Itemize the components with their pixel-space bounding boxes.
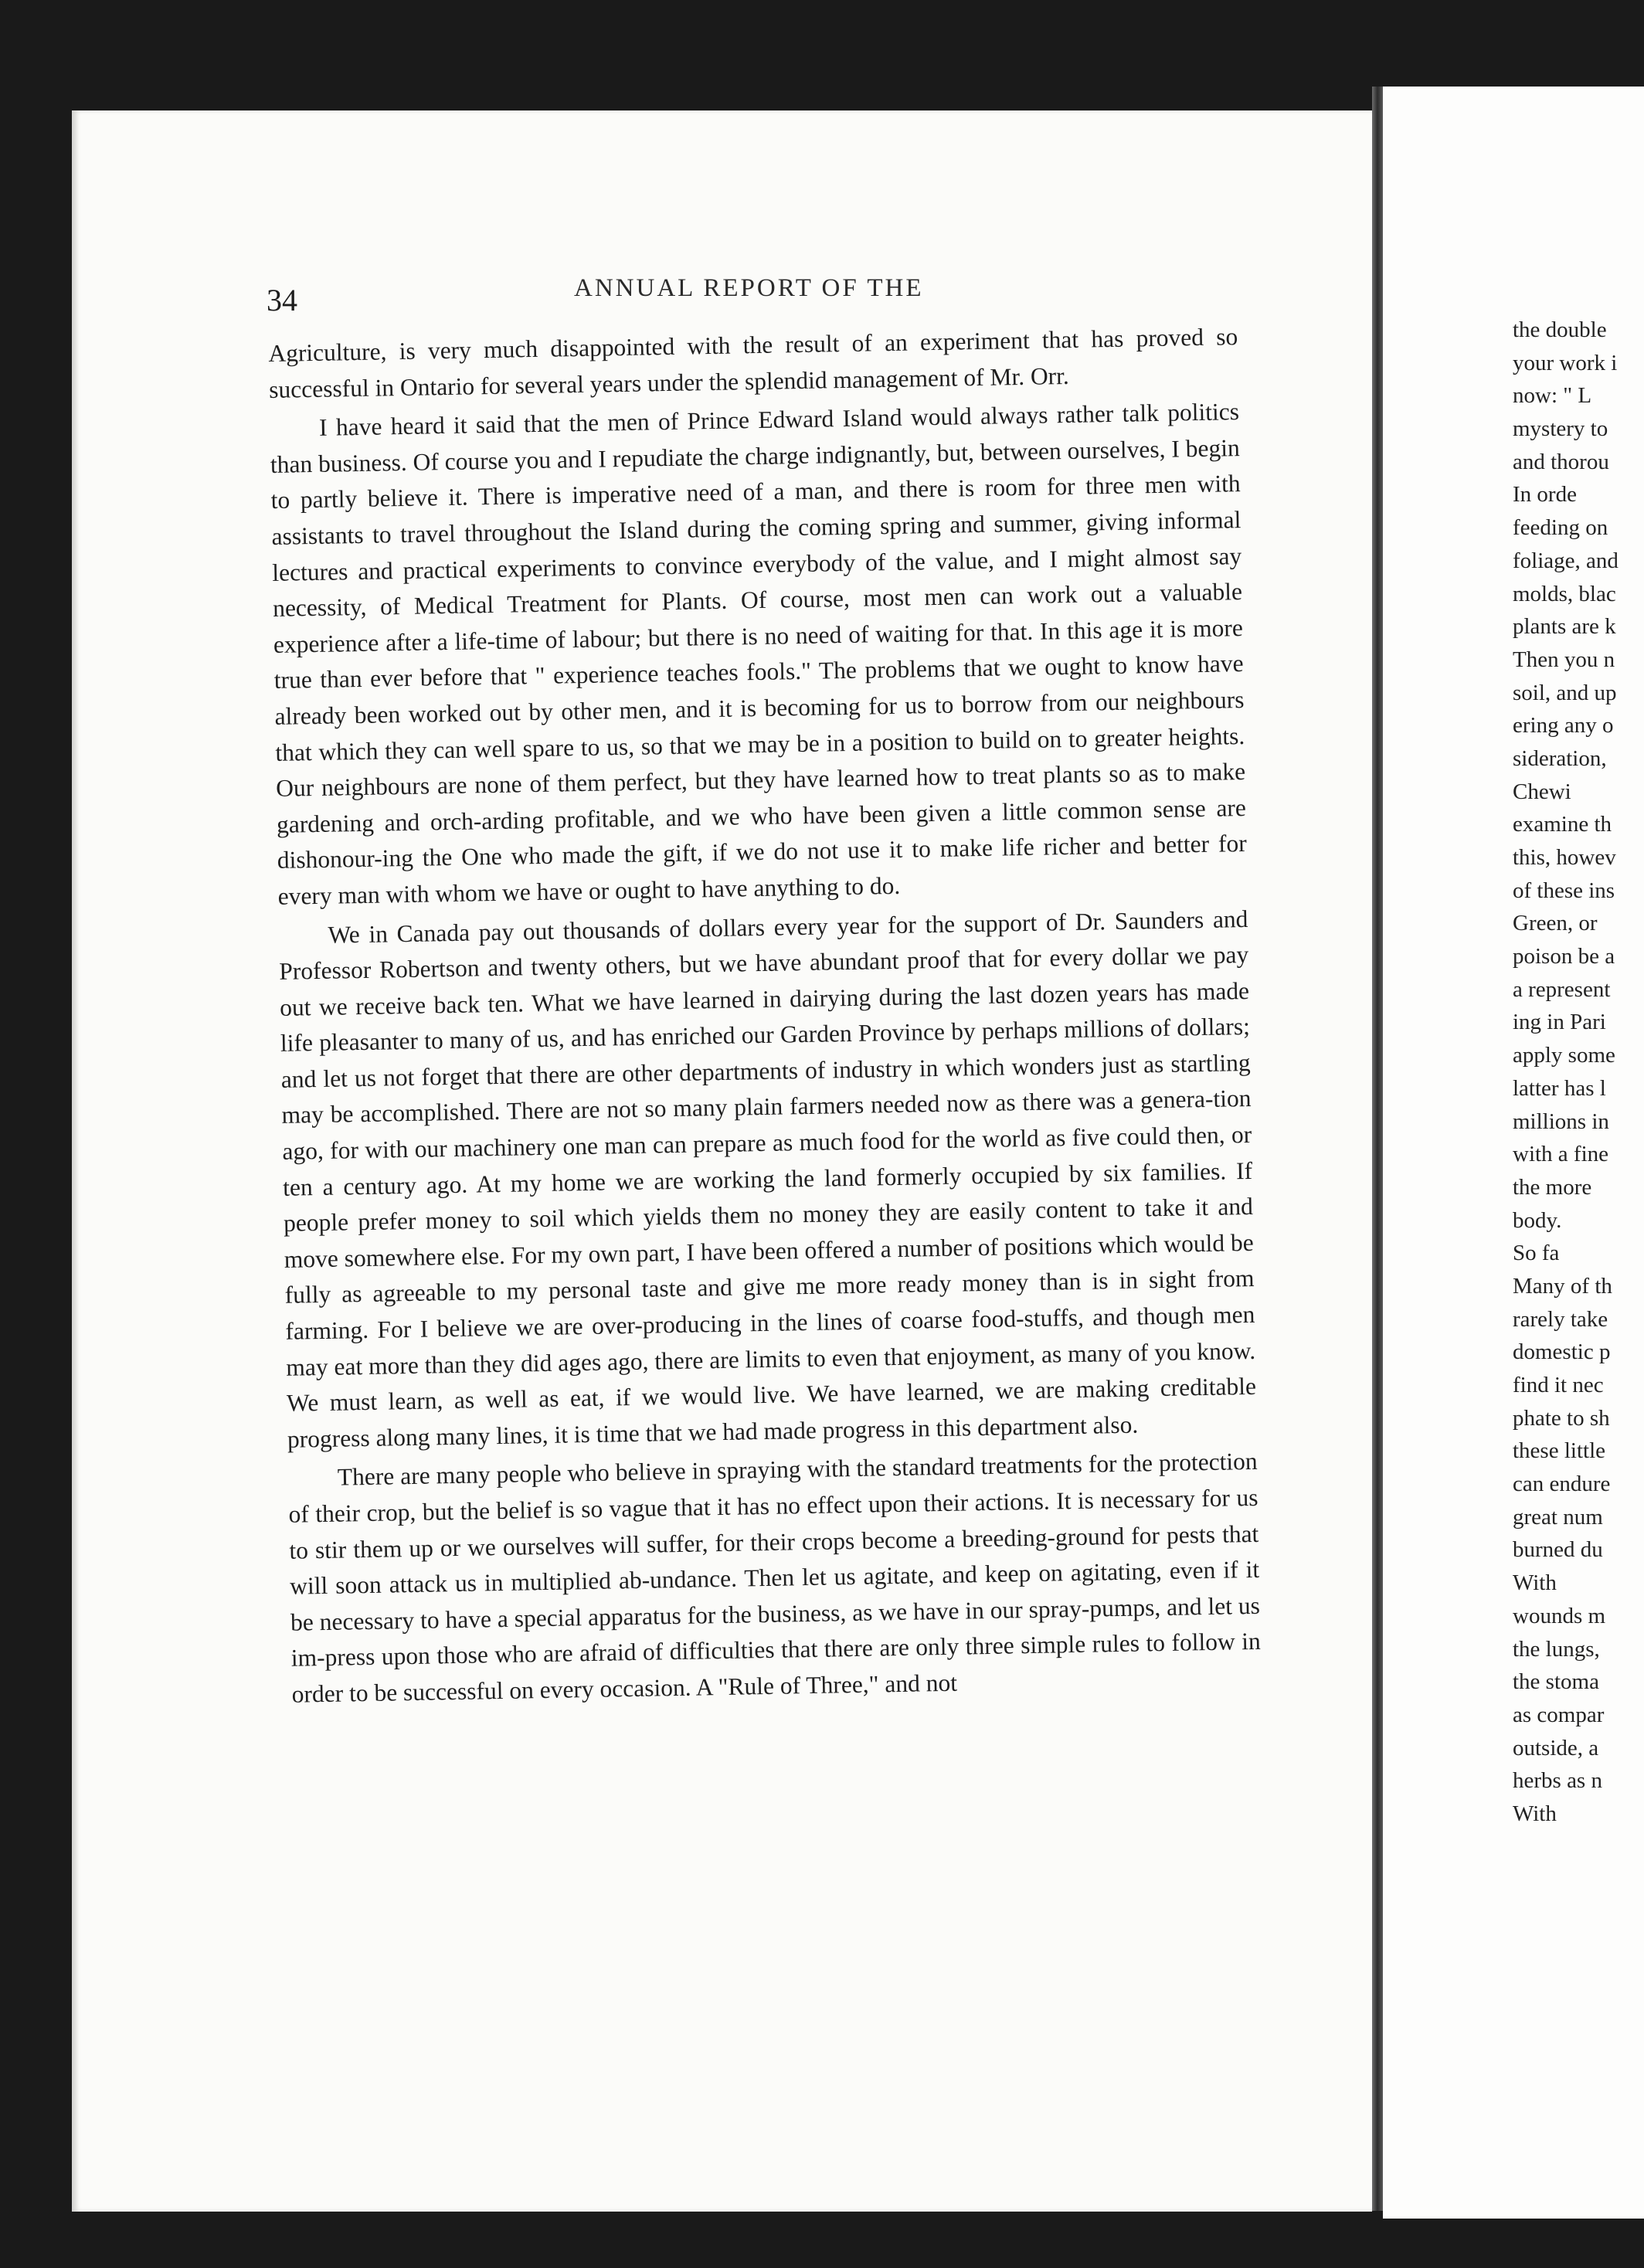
right-page-line: rarely take	[1513, 1306, 1608, 1332]
right-page-line: Many of th	[1513, 1273, 1612, 1299]
right-page-line: the stoma	[1513, 1669, 1599, 1695]
right-page-line: the more	[1513, 1174, 1592, 1200]
right-page-line: wounds m	[1513, 1603, 1606, 1628]
right-page-line: this, howev	[1513, 845, 1616, 870]
page-number: 34	[267, 283, 297, 317]
right-page-line: Green, or	[1513, 911, 1598, 936]
right-page-line: Then you n	[1513, 647, 1615, 672]
running-head: ANNUAL REPORT OF THE	[574, 274, 924, 302]
paragraph: We in Canada pay out thousands of dollars every year for the support of Dr. Saunders and Professor Robertson and twenty others, but we have abundant proof that for every dollar we pay out we receive back ten. What we have learned in dairying during the last dozen years has made life pleasanter to many of us, and has enriched our Garden Province by perhaps millions of dollars; and let us not forget that there are other departments of industry in which wonders just as startling may be accomplished. There are not so many plain farmers needed now as there was a genera-tion ago, for with our machinery one man can prepare as much food for the world as five could then, or ten a century ago. At my home we are working the land formerly occupied by six families. If people prefer money to soil which yields them no money they are easily content to take it and move somewhere else. For my own part, I have been offered a number of positions which would be fully as agreeable to my personal taste and give me more ready money than is in sight from farming. For I believe we are over-producing in the lines of coarse food-stuffs, and though men may eat more than they did ages ago, there are limits to even that enjoyment, as many of you know. We must learn, as well as eat, if we would live. We have learned, we are making creditable progress along many lines, it is time that we had made progress in this department also.	[279, 905, 1257, 1453]
right-page-line: these little	[1513, 1438, 1605, 1464]
paragraph: I have heard it said that the men of Prince Edward Island would always rather talk politics than business. Of course you and I repudiate the charge indignantly, but, between ourselves, I begin to partly believe it. There is imperative need of a man, and there is room for three men with assistants to travel throughout the Island during the coming spring and summer, giving informal lectures and practical experiments to convince everybody of the value, and I might almost say necessity, of Medical Treatment for Plants. Of course, most men can work out a valuable experience after a life-time of labour; but there is no need of waiting for that. In this age it is more true than ever before that " experience teaches fools." The problems that we ought to know have already been worked out by other men, and it is becoming for us to borrow from our neighbours that which they can well spare to us, so that we may be in a position to build on to greater heights. Our neighbours are none of them perfect, but they have learned how to treat plants so as to make gardening and orch-arding profitable, and we who have been given a little common sense are dishonour-ing the One who made the gift, if we do not use it to make life richer and better for every man with whom we have or ought to have anything to do.	[270, 398, 1247, 910]
right-page-line: examine th	[1513, 812, 1612, 837]
right-page-line: phate to sh	[1513, 1405, 1610, 1431]
right-page-line: foliage, and	[1513, 548, 1619, 573]
right-page-line: domestic p	[1513, 1339, 1611, 1365]
paragraph: There are many people who believe in spraying with the standard treatments for the protection of their crop, but the belief is so vague that it has no effect upon their actions. It is necessary for us to stir them up or we ourselves will suffer, for their crops become a breeding-ground for pests that will soon attack us in multiplied ab-undance. Then let us agitate, and keep on agitating, even if it be necessary to have a special apparatus for the business, as we have in our spray-pumps, and let us im-press upon those who are afraid of difficulties that there are only three simple rules to follow in order to be successful on every occasion. A "Rule of Three," and not	[288, 1448, 1261, 1708]
right-page-line: plants are k	[1513, 614, 1616, 640]
page-gutter	[1372, 87, 1383, 2211]
body-text	[268, 319, 1262, 1716]
right-page-line: the double	[1513, 317, 1607, 342]
right-page-line: now: " L	[1513, 383, 1592, 409]
right-page-line: find it nec	[1513, 1373, 1604, 1397]
right-page-line: can endure	[1513, 1472, 1611, 1497]
right-page-line: outside, a	[1513, 1735, 1599, 1760]
right-page-line: millions in	[1513, 1109, 1609, 1134]
right-page-line: Chewi	[1513, 779, 1571, 804]
right-page-line: your work i	[1513, 350, 1618, 375]
right-page-line: as compar	[1513, 1702, 1605, 1727]
right-page-line: latter has l	[1513, 1075, 1606, 1101]
right-page-line: With	[1513, 1801, 1557, 1826]
right-page-line: molds, blac	[1513, 581, 1616, 606]
right-page	[1383, 87, 1644, 2219]
right-page-line: a represent	[1513, 976, 1611, 1002]
paragraph: Agriculture, is very much disappointed with the result of an experiment that has proved so successful in Ontario for several years under the splendid management of Mr. Orr.	[268, 323, 1238, 403]
right-page-line: soil, and up	[1513, 680, 1617, 705]
right-page-line: and thorou	[1513, 449, 1609, 474]
right-page-line: mystery to	[1513, 416, 1608, 442]
right-page-line: burned du	[1513, 1537, 1603, 1563]
right-page-line: ing in Pari	[1513, 1010, 1606, 1035]
right-page-line: So fa	[1513, 1241, 1560, 1266]
right-page-line: herbs as n	[1513, 1768, 1602, 1794]
right-page-line: body.	[1513, 1207, 1562, 1233]
right-page-line: poison be a	[1513, 944, 1615, 969]
right-page-line: In orde	[1513, 482, 1577, 508]
right-page-line: sideration,	[1513, 745, 1607, 771]
right-page-line: With	[1513, 1570, 1557, 1596]
right-page-line: the lungs,	[1513, 1636, 1600, 1662]
right-page-line: with a fine	[1513, 1142, 1609, 1167]
right-page-line: of these ins	[1513, 878, 1615, 903]
right-page-line: great num	[1513, 1504, 1603, 1530]
right-page-line: feeding on	[1513, 515, 1608, 541]
right-page-line: ering any o	[1513, 713, 1614, 738]
right-page-text	[1513, 314, 1644, 1831]
right-page-line: apply some	[1513, 1043, 1615, 1068]
